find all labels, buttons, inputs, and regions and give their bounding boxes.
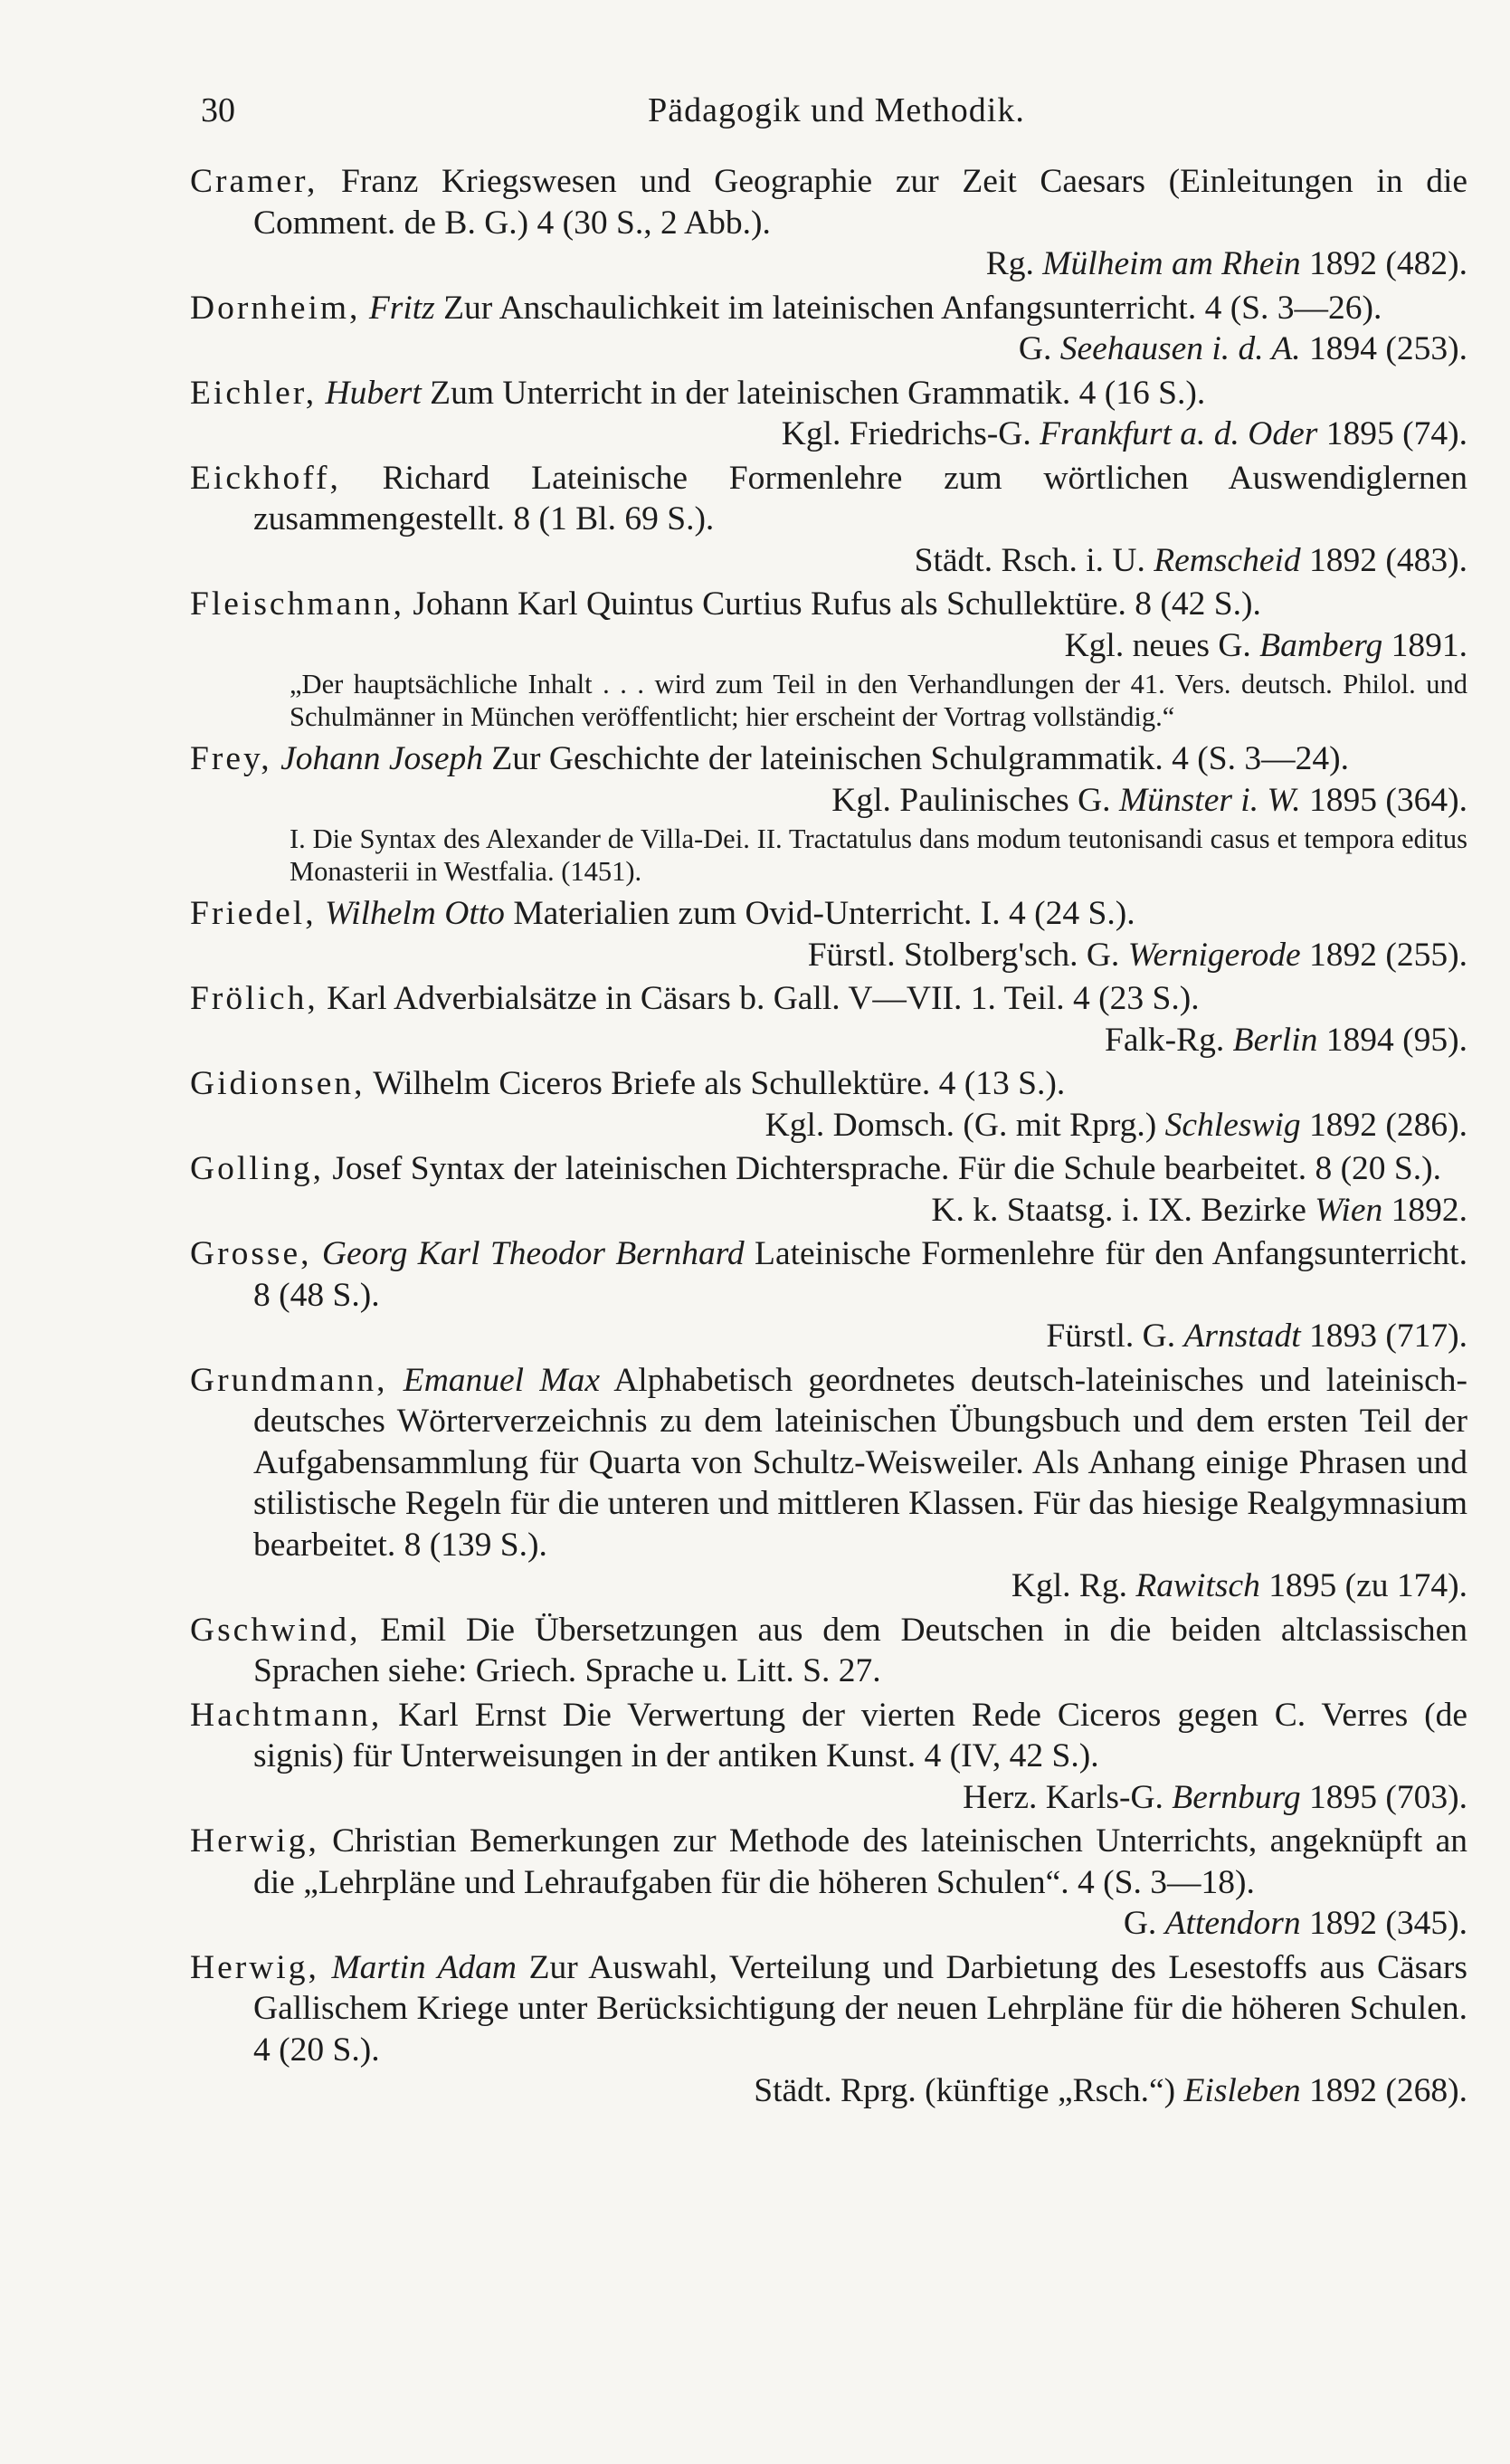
entry-first-names: Christian bbox=[332, 1822, 457, 1860]
bibliography-entry bbox=[190, 1610, 1467, 1692]
bibliography-entry bbox=[190, 1947, 1467, 2112]
entry-title: Zum Unterricht in der lateinischen Grammatik. 4 (16 S.). bbox=[430, 374, 1206, 412]
entry-institution: Kgl. neues G. bbox=[1064, 626, 1251, 664]
entry-institution: Kgl. Paulinisches G. bbox=[831, 781, 1111, 819]
entry-institution: G. bbox=[1123, 1905, 1157, 1942]
bibliography-entry bbox=[190, 1695, 1467, 1819]
bibliography-entry bbox=[190, 978, 1467, 1061]
entry-year: 1892. bbox=[1391, 1191, 1467, 1229]
entry-year: 1892 (268). bbox=[1309, 2072, 1467, 2109]
entry-institution: Städt. Rsch. i. U. bbox=[914, 541, 1145, 579]
bibliography-entry bbox=[190, 458, 1467, 582]
entry-source bbox=[253, 1190, 1467, 1232]
entry-institution: Fürstl. Stolberg'sch. G. bbox=[807, 936, 1120, 974]
entry-first-names: Karl bbox=[327, 980, 387, 1017]
entry-title: Ciceros Briefe als Schullektüre. 4 (13 S.). bbox=[499, 1065, 1066, 1102]
entry-first-names: Fritz bbox=[368, 289, 435, 327]
entry-institution: Kgl. Friedrichs-G. bbox=[781, 415, 1031, 452]
entry-place: Münster i. W. bbox=[1118, 781, 1301, 819]
entry-institution: Rg. bbox=[985, 245, 1034, 282]
entry-surname: Grundmann, bbox=[190, 1361, 388, 1399]
entry-title: Zur Anschaulichkeit im lateinischen Anfangsunterricht. 4 (S. 3—26). bbox=[443, 289, 1382, 327]
entry-surname: Cramer, bbox=[190, 163, 318, 200]
entry-place: Remscheid bbox=[1154, 541, 1301, 579]
entry-year: 1892 (345). bbox=[1309, 1905, 1467, 1942]
running-title: Pädagogik und Methodik. bbox=[648, 91, 1025, 129]
entry-year: 1892 (286). bbox=[1309, 1106, 1467, 1144]
entry-title: Bemerkungen zur Methode des lateinischen Unterrichts, angeknüpft an die „Lehrpläne und Lehraufgaben für die höheren Schulen“. 4 (S. 3—18). bbox=[253, 1822, 1468, 1901]
entry-place: Frankfurt a. d. Oder bbox=[1040, 415, 1318, 452]
entry-surname: Frölich, bbox=[190, 980, 318, 1017]
entry-place: Wernigerode bbox=[1127, 936, 1301, 974]
entry-year: 1895 (703). bbox=[1309, 1778, 1467, 1816]
entry-surname: Golling, bbox=[190, 1150, 324, 1187]
entry-first-names: Franz bbox=[340, 163, 419, 200]
entry-place: Seehausen i. d. A. bbox=[1059, 330, 1301, 367]
entry-first-names: Hubert bbox=[325, 374, 422, 412]
entry-first-names: Richard bbox=[382, 459, 490, 497]
entry-surname: Frey, bbox=[190, 740, 272, 777]
entry-title: Zur Geschichte der lateinischen Schulgrammatik. 4 (S. 3—24). bbox=[491, 740, 1350, 777]
page-header bbox=[201, 90, 1472, 138]
entry-place: Rawitsch bbox=[1135, 1567, 1260, 1604]
entry-source bbox=[253, 625, 1467, 667]
entry-year: 1892 (483). bbox=[1309, 541, 1467, 579]
bibliography-entry bbox=[190, 1821, 1467, 1945]
entry-surname: Dornheim, bbox=[190, 289, 361, 327]
entry-institution: Herz. Karls-G. bbox=[963, 1778, 1163, 1816]
entry-first-names: Josef bbox=[332, 1150, 403, 1187]
entry-title: Syntax der lateinischen Dichtersprache. Für die Schule bearbeitet. 8 (20 S.). bbox=[410, 1150, 1442, 1187]
entry-first-names: Johann Joseph bbox=[280, 740, 483, 777]
entry-surname: Friedel, bbox=[190, 895, 317, 932]
entry-first-names: Johann Karl bbox=[413, 585, 578, 623]
entry-place: Bamberg bbox=[1259, 626, 1383, 664]
entry-institution: K. k. Staatsg. i. IX. Bezirke bbox=[931, 1191, 1306, 1229]
entry-first-names: Emil bbox=[380, 1611, 447, 1649]
entry-title: Zur Auswahl, Verteilung und Darbietung des Lesestoffs aus Cäsars Gallischem Kriege unter Berücksichtigung der neuen Lehrpläne für die höheren Schulen. 4 (20 S.). bbox=[253, 1948, 1467, 2069]
entry-title: Die Übersetzungen aus dem Deutschen in die beiden altclassischen Sprachen siehe: Griech. Sprache u. Litt. S. 27. bbox=[253, 1611, 1468, 1689]
entry-source bbox=[253, 2070, 1467, 2112]
entry-note: „Der hauptsächliche Inhalt . . . wird zum Teil in den Verhandlungen der 41. Vers. deutsch. Philol. und Schulmänner in München veröffentlicht; hier erscheint der Vortrag vollständig.“ bbox=[290, 669, 1467, 732]
entry-source bbox=[253, 1105, 1467, 1146]
entry-source bbox=[253, 414, 1467, 455]
entry-institution: Kgl. Rg. bbox=[1011, 1567, 1127, 1604]
entry-title: Die Verwertung der vierten Rede Ciceros gegen C. Verres (de signis) für Unterweisungen in der antiken Kunst. 4 (IV, 42 S.). bbox=[253, 1696, 1467, 1774]
bibliography-entry bbox=[190, 584, 1467, 666]
bibliography-entry bbox=[190, 1233, 1467, 1357]
entry-year: 1893 (717). bbox=[1309, 1318, 1467, 1355]
entry-source bbox=[253, 328, 1467, 370]
entry-first-names: Georg Karl Theodor Bernhard bbox=[321, 1235, 745, 1272]
page-number: 30 bbox=[201, 91, 235, 129]
bibliography-list bbox=[190, 161, 1467, 2115]
bibliography-entry bbox=[190, 1148, 1467, 1231]
entry-surname: Grosse, bbox=[190, 1235, 312, 1272]
entry-title: Kriegswesen und Geographie zur Zeit Caesars (Einleitungen in die Comment. de B. G.) 4 (30 S., 2 Abb.). bbox=[253, 163, 1468, 242]
entry-institution: Falk-Rg. bbox=[1104, 1021, 1225, 1059]
entry-source bbox=[253, 1020, 1467, 1061]
entry-year: 1895 (364). bbox=[1309, 781, 1467, 819]
entry-year: 1894 (253). bbox=[1309, 330, 1467, 367]
entry-title: Adverbialsätze in Cäsars b. Gall. V—VII. 1. Teil. 4 (23 S.). bbox=[394, 980, 1200, 1017]
entry-year: 1895 (74). bbox=[1325, 415, 1467, 452]
entry-title: Quintus Curtius Rufus als Schullektüre. 8 (42 S.). bbox=[586, 585, 1261, 623]
entry-place: Eisleben bbox=[1183, 2072, 1301, 2109]
entry-surname: Fleischmann, bbox=[190, 585, 405, 623]
entry-first-names: Wilhelm Otto bbox=[324, 895, 505, 932]
entry-year: 1895 (zu 174). bbox=[1268, 1567, 1467, 1604]
entry-place: Attendorn bbox=[1164, 1905, 1301, 1942]
entry-institution: Städt. Rprg. (künftige „Rsch.“) bbox=[754, 2072, 1176, 2109]
entry-year: 1894 (95). bbox=[1325, 1021, 1467, 1059]
entry-source bbox=[253, 1777, 1467, 1819]
entry-source bbox=[253, 935, 1467, 976]
bibliography-entry bbox=[190, 1063, 1467, 1146]
entry-surname: Eickhoff, bbox=[190, 459, 341, 497]
entry-source bbox=[253, 780, 1467, 822]
entry-source bbox=[253, 1565, 1467, 1607]
entry-surname: Gidionsen, bbox=[190, 1065, 366, 1102]
entry-source bbox=[253, 540, 1467, 582]
entry-title: Materialien zum Ovid-Unterricht. I. 4 (24 S.). bbox=[513, 895, 1135, 932]
entry-place: Berlin bbox=[1232, 1021, 1318, 1059]
entry-title: Lateinische Formenlehre zum wörtlichen Auswendiglernen zusammengestellt. 8 (1 Bl. 69 S.). bbox=[253, 459, 1468, 538]
entry-first-names: Emanuel Max bbox=[403, 1361, 600, 1399]
entry-year: 1892 (482). bbox=[1309, 245, 1467, 282]
entry-source bbox=[253, 1903, 1467, 1945]
entry-place: Bernburg bbox=[1172, 1778, 1301, 1816]
bibliography-entry bbox=[190, 161, 1467, 285]
entry-first-names: Martin Adam bbox=[331, 1948, 518, 1986]
entry-first-names: Karl Ernst bbox=[398, 1696, 546, 1734]
entry-year: 1891. bbox=[1391, 626, 1467, 664]
bibliography-entry bbox=[190, 1360, 1467, 1607]
entry-surname: Herwig, bbox=[190, 1822, 319, 1860]
entry-place: Wien bbox=[1315, 1191, 1383, 1229]
entry-surname: Hachtmann, bbox=[190, 1696, 383, 1734]
entry-place: Schleswig bbox=[1164, 1106, 1301, 1144]
bibliography-entry bbox=[190, 893, 1467, 975]
entry-title: Lateinische Formenlehre für den Anfangsunterricht. 8 (48 S.). bbox=[253, 1235, 1467, 1314]
entry-place: Mülheim am Rhein bbox=[1042, 245, 1301, 282]
bibliography-entry bbox=[190, 288, 1467, 370]
entry-place: Arnstadt bbox=[1183, 1318, 1301, 1355]
entry-title: Alphabetisch geordnetes deutsch-lateinisches und lateinisch-deutsches Wörterverzeichnis zu dem lateinischen Übungsbuch und dem ersten Teil der Aufgabensammlung für Quarta von Schultz-Weisweiler. Als Anhang einige Phrasen und stilistische Regeln für die unteren und mittleren Klassen. Für das hiesige Realgymnasium bearbeitet. 8 (139 S.). bbox=[253, 1361, 1467, 1564]
entry-institution: Fürstl. G. bbox=[1046, 1318, 1176, 1355]
entry-institution: Kgl. Domsch. (G. mit Rprg.) bbox=[764, 1106, 1157, 1144]
entry-surname: Herwig, bbox=[190, 1948, 319, 1986]
entry-year: 1892 (255). bbox=[1309, 936, 1467, 974]
bibliography-entry bbox=[190, 738, 1467, 821]
entry-source bbox=[253, 1316, 1467, 1357]
entry-source bbox=[253, 243, 1467, 285]
bibliography-entry bbox=[190, 373, 1467, 455]
entry-institution: G. bbox=[1018, 330, 1052, 367]
entry-surname: Gschwind, bbox=[190, 1611, 361, 1649]
entry-first-names: Wilhelm bbox=[373, 1065, 490, 1102]
entry-note: I. Die Syntax des Alexander de Villa-Dei. II. Tractatulus dans modum teutonisandi casus et tempora editus Monasterii in Westfalia. (1451). bbox=[290, 823, 1467, 887]
entry-surname: Eichler, bbox=[190, 374, 318, 412]
